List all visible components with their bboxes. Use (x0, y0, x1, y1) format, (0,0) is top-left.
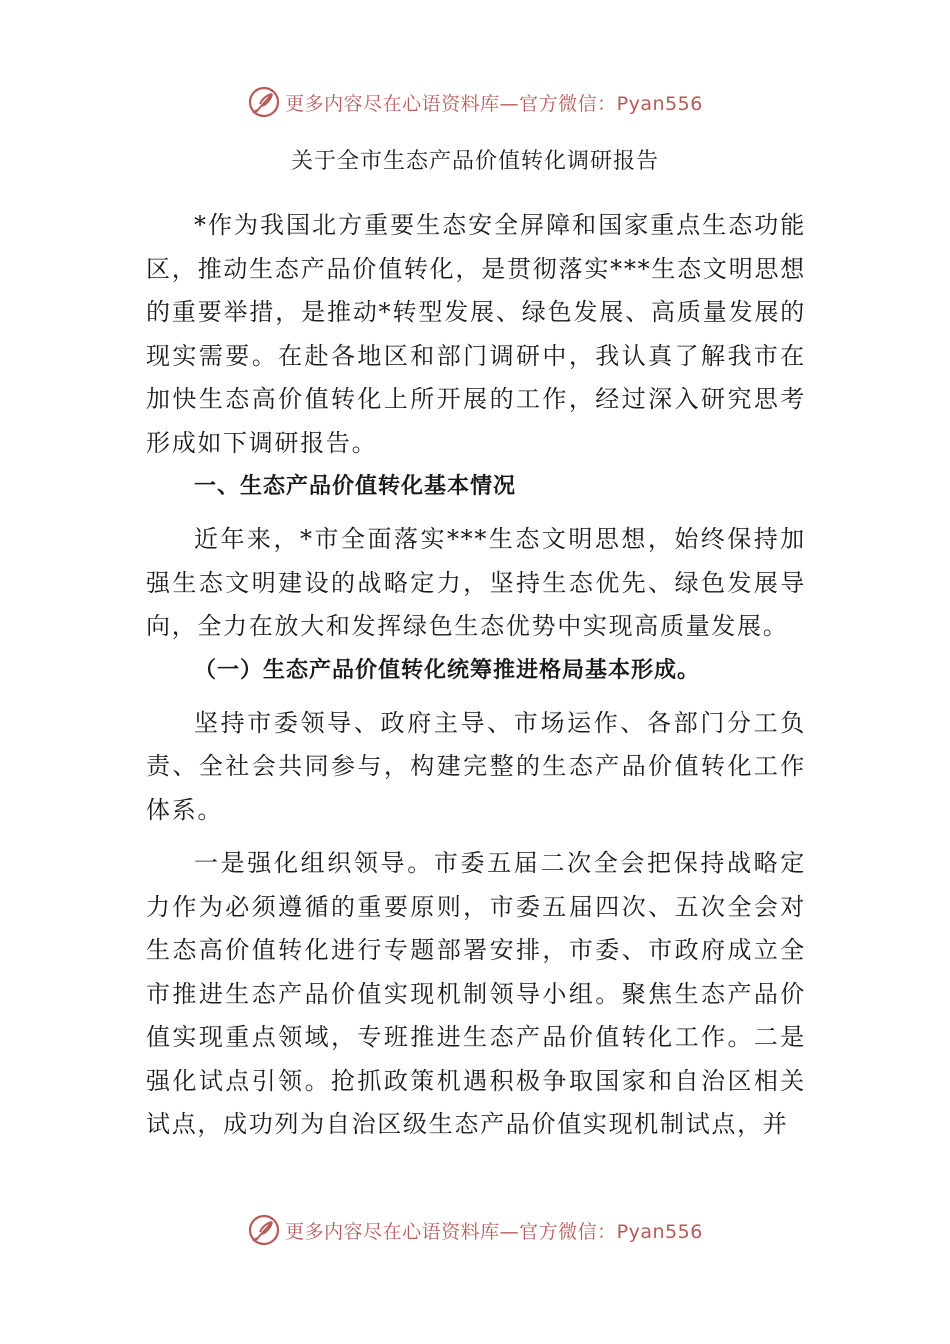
banner-text: 更多内容尽在心语资料库—官方微信：Pyan556 (285, 1220, 703, 1243)
section-heading: 一、生态产品价值转化基本情况 (194, 474, 517, 499)
document-body (146, 204, 806, 1147)
document-title: 关于全市生态产品价值转化调研报告 (290, 149, 659, 174)
body-paragraph: 一是强化组织领导。市委五届二次全会把保持战略定力作为必须遵循的重要原则，市委五届四次、五次全会对生态高价值转化进行专题部署安排，市委、市政府成立全市推进生态产品价值实现机制领导小组。聚焦生态产品价值实现重点领域，专班推进生态产品价值转化工作。二是强化试点引领。抢抓政策机遇积极争取国家和自治区相关试点，成功列为自治区级生态产品价值实现机制试点，并 (146, 849, 806, 1138)
feather-pen-logo-icon (247, 1213, 281, 1247)
body-paragraph: 坚持市委领导、政府主导、市场运作、各部门分工负责、全社会共同参与，构建完整的生态产品价值转化工作体系。 (146, 708, 806, 824)
intro-paragraph: *作为我国北方重要生态安全屏障和国家重点生态功能区，推动生态产品价值转化，是贯彻落实***生态文明思想的重要举措，是推动*转型发展、绿色发展、高质量发展的现实需要。在赴各地区和部门调研中，我认真了解我市在加快生态高价值转化上所开展的工作，经过深入研究思考形成如下调研报告。 (146, 211, 806, 457)
banner-text: 更多内容尽在心语资料库—官方微信：Pyan556 (285, 92, 703, 115)
header-banner (0, 82, 950, 122)
subsection-heading: （一）生态产品价值转化统筹推进格局基本形成。 (194, 657, 701, 683)
feather-pen-logo-icon (247, 85, 281, 119)
footer-banner (0, 1210, 950, 1250)
body-paragraph: 近年来，*市全面落实***生态文明思想，始终保持加强生态文明建设的战略定力，坚持生态优先、绿色发展导向，全力在放大和发挥绿色生态优势中实现高质量发展。 (146, 525, 806, 640)
